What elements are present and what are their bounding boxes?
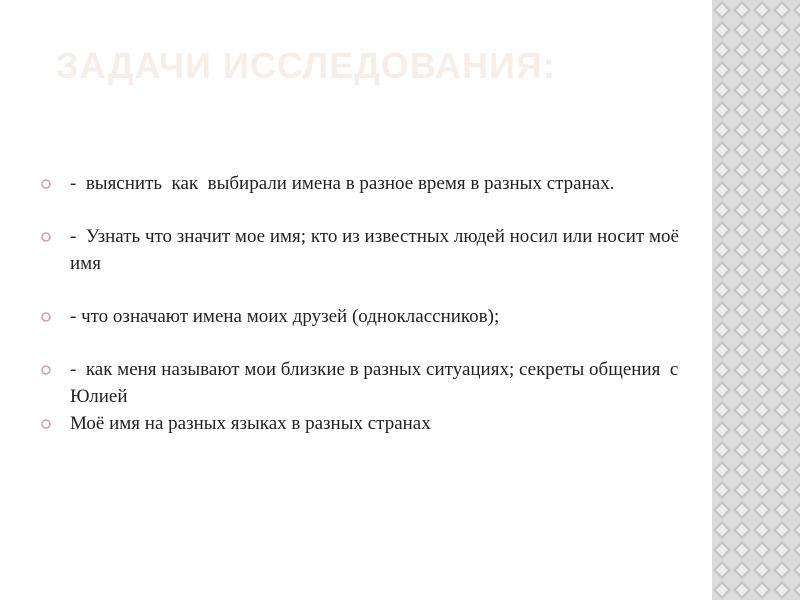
list-item-text: Моё имя на разных языках в разных странах: [70, 413, 431, 434]
circle-bullet-icon: [40, 311, 52, 323]
list-item-text: - как меня называют мои близкие в разных ситуациях; секреты общения с Юлией: [70, 359, 684, 407]
slide-title: ЗАДАЧИ ИССЛЕДОВАНИЯ:: [56, 45, 556, 86]
list-item-text: - что означают имена моих друзей (одноклассников);: [70, 306, 500, 327]
decorative-side-panel: [712, 0, 800, 600]
circle-bullet-icon: [40, 364, 52, 376]
list-item: [40, 223, 694, 277]
list-item: [40, 410, 690, 437]
list-item: [40, 356, 690, 410]
list-item: [40, 303, 690, 330]
research-tasks-list: [40, 170, 694, 437]
circle-bullet-icon: [40, 231, 52, 243]
list-item: [40, 170, 690, 197]
circle-bullet-icon: [40, 178, 52, 190]
circle-bullet-icon: [40, 418, 52, 430]
list-item-text: - выяснить как выбирали имена в разное время в разных странах.: [70, 173, 615, 194]
list-item-text: - Узнать что значит мое имя; кто из известных людей носил или носит моё имя: [70, 226, 694, 274]
